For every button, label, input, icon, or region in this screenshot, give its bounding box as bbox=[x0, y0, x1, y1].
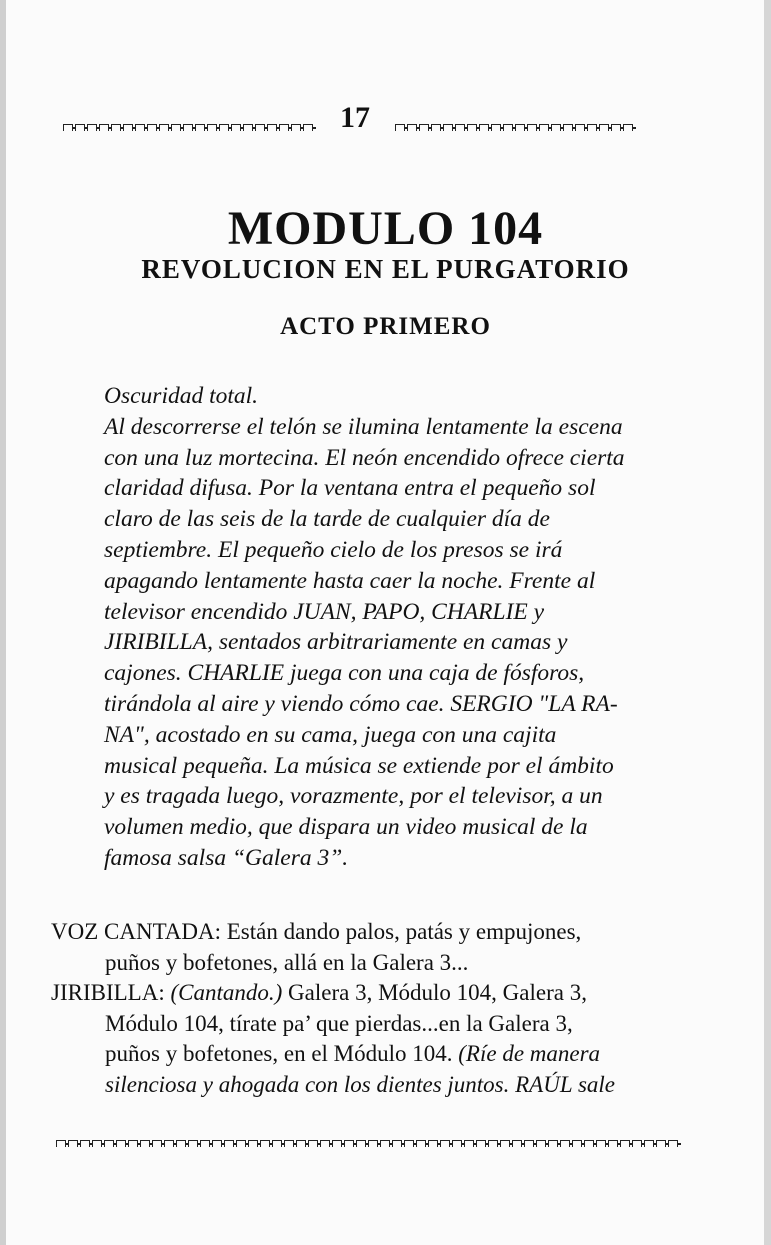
chain-link bbox=[524, 1140, 534, 1147]
dialogue-block bbox=[51, 917, 711, 1100]
chain-link bbox=[284, 1140, 294, 1147]
stage-line: con una luz mortecina. El neón encendido ofrece cierta bbox=[104, 444, 625, 471]
chain-link bbox=[267, 124, 277, 131]
chain-link bbox=[488, 1140, 498, 1147]
chain-link bbox=[527, 124, 537, 131]
chain-link bbox=[584, 1140, 594, 1147]
stage-line: cajones. CHARLIE juega con una caja de fósforos, bbox=[104, 660, 585, 687]
chain-ornament-right bbox=[395, 119, 640, 131]
chain-link bbox=[440, 1140, 450, 1147]
chain-link bbox=[140, 1140, 150, 1147]
chain-link bbox=[656, 1140, 666, 1147]
chain-link bbox=[152, 1140, 162, 1147]
chain-link bbox=[80, 1140, 90, 1147]
chain-link bbox=[332, 1140, 342, 1147]
chain-link bbox=[296, 1140, 306, 1147]
stage-line: JIRIBILLA, sentados arbitrariamente en camas y bbox=[104, 629, 568, 656]
chain-link bbox=[224, 1140, 234, 1147]
stage-line: apagando lentamente hasta caer la noche. Frente al bbox=[104, 567, 596, 594]
stage-aside: (Ríe de manera bbox=[458, 1041, 601, 1066]
chain-link bbox=[207, 124, 217, 131]
chain-link bbox=[668, 1140, 678, 1147]
dialogue-line: Módulo 104, tírate pa’ que pierdas...en la Galera 3, bbox=[105, 1010, 573, 1036]
stage-line: tirándola al aire y viendo cómo cae. SERGIO "LA RA- bbox=[104, 690, 618, 717]
stage-line: famosa salsa “Galera 3”. bbox=[104, 844, 349, 871]
chain-link bbox=[248, 1140, 258, 1147]
stage-line: claridad difusa. Por la ventana entra el pequeño sol bbox=[104, 475, 596, 502]
stage-line: volumen medio, que dispara un video musical de la bbox=[104, 814, 588, 841]
dialogue-line: puños y bofetones, allá en la Galera 3... bbox=[105, 949, 469, 975]
chain-link bbox=[632, 1140, 642, 1147]
chain-link bbox=[539, 124, 549, 131]
chain-link bbox=[560, 1140, 570, 1147]
chain-link bbox=[503, 124, 513, 131]
chain-link bbox=[587, 124, 597, 131]
chain-link bbox=[308, 1140, 318, 1147]
chain-link bbox=[236, 1140, 246, 1147]
chain-link bbox=[255, 124, 265, 131]
chain-link bbox=[404, 1140, 414, 1147]
chain-link bbox=[452, 1140, 462, 1147]
stage-line: Oscuridad total. bbox=[104, 383, 259, 409]
chain-link bbox=[183, 124, 193, 131]
chain-link bbox=[419, 124, 429, 131]
play-subtitle: REVOLUCION EN EL PURGATORIO bbox=[141, 254, 630, 284]
stage-line: NA", acostado en su cama, juega con una cajita bbox=[104, 721, 557, 748]
chain-link bbox=[464, 1140, 474, 1147]
chain-ornament-bottom bbox=[56, 1135, 688, 1147]
chain-link bbox=[536, 1140, 546, 1147]
chain-link bbox=[644, 1140, 654, 1147]
chain-link bbox=[260, 1140, 270, 1147]
chain-link bbox=[563, 124, 573, 131]
chain-link bbox=[443, 124, 453, 131]
chain-link bbox=[611, 124, 621, 131]
chain-link bbox=[56, 1140, 66, 1147]
dialogue-text: puños y bofetones, en el Módulo 104. bbox=[105, 1041, 459, 1066]
chain-link bbox=[407, 124, 417, 131]
chain-link bbox=[575, 124, 585, 131]
chain-link bbox=[572, 1140, 582, 1147]
stage-line: Al descorrerse el telón se ilumina lentamente la escena bbox=[104, 413, 623, 440]
chain-link bbox=[548, 1140, 558, 1147]
chain-link bbox=[303, 124, 313, 131]
chain-link bbox=[243, 124, 253, 131]
dialogue-line bbox=[51, 978, 711, 1009]
chain-link bbox=[164, 1140, 174, 1147]
chain-link bbox=[551, 124, 561, 131]
speaker-name: JIRIBILLA: bbox=[51, 980, 171, 1005]
chain-link bbox=[455, 124, 465, 131]
chain-link bbox=[104, 1140, 114, 1147]
chain-link bbox=[272, 1140, 282, 1147]
chain-link bbox=[623, 124, 633, 131]
chain-link bbox=[515, 124, 525, 131]
chain-link bbox=[500, 1140, 510, 1147]
chain-link bbox=[344, 1140, 354, 1147]
chain-link bbox=[320, 1140, 330, 1147]
chain-link bbox=[491, 124, 501, 131]
dialogue-line bbox=[51, 1039, 711, 1070]
chain-link bbox=[159, 124, 169, 131]
chain-link bbox=[416, 1140, 426, 1147]
dialogue-line: VOZ CANTADA: Están dando palos, patás y empujones, bbox=[51, 919, 582, 944]
chain-link bbox=[392, 1140, 402, 1147]
chain-link bbox=[368, 1140, 378, 1147]
chain-link bbox=[599, 124, 609, 131]
chain-link bbox=[147, 124, 157, 131]
chain-link bbox=[356, 1140, 366, 1147]
stage-aside: (Cantando.) bbox=[170, 980, 283, 1005]
chain-link bbox=[111, 124, 121, 131]
stage-direction bbox=[104, 381, 674, 874]
chain-link bbox=[608, 1140, 618, 1147]
chain-link bbox=[212, 1140, 222, 1147]
chain-link bbox=[116, 1140, 126, 1147]
chain-link bbox=[620, 1140, 630, 1147]
stage-aside: silenciosa y ahogada con los dientes juntos. RAÚL sale bbox=[105, 1071, 616, 1097]
chain-link bbox=[92, 1140, 102, 1147]
chain-link bbox=[279, 124, 289, 131]
page-edge-right bbox=[764, 0, 771, 1245]
play-title: MODULO 104 bbox=[227, 202, 544, 255]
chain-link bbox=[476, 1140, 486, 1147]
page-number: 17 bbox=[340, 101, 370, 134]
chain-link bbox=[87, 124, 97, 131]
chain-link bbox=[188, 1140, 198, 1147]
act-heading: ACTO PRIMERO bbox=[280, 313, 491, 340]
chain-link bbox=[428, 1140, 438, 1147]
chain-link bbox=[596, 1140, 606, 1147]
chain-link bbox=[467, 124, 477, 131]
stage-line: septiembre. El pequeño cielo de los presos se irá bbox=[104, 536, 563, 563]
chain-link bbox=[135, 124, 145, 131]
chain-link bbox=[231, 124, 241, 131]
chain-link bbox=[171, 124, 181, 131]
chain-link bbox=[176, 1140, 186, 1147]
chain-link bbox=[291, 124, 301, 131]
chain-link bbox=[431, 124, 441, 131]
stage-line: musical pequeña. La música se extiende por el ámbito bbox=[104, 752, 614, 779]
chain-link bbox=[99, 124, 109, 131]
chain-link bbox=[195, 124, 205, 131]
chain-link bbox=[219, 124, 229, 131]
chain-link bbox=[479, 124, 489, 131]
dialogue-text: Galera 3, Módulo 104, Galera 3, bbox=[282, 980, 587, 1005]
chain-link bbox=[68, 1140, 78, 1147]
chain-link bbox=[200, 1140, 210, 1147]
chain-link bbox=[128, 1140, 138, 1147]
chain-link bbox=[395, 124, 405, 131]
chain-link bbox=[380, 1140, 390, 1147]
dialogue-line bbox=[51, 1070, 711, 1101]
chain-link bbox=[63, 124, 73, 131]
stage-line: televisor encendido JUAN, PAPO, CHARLIE y bbox=[104, 598, 545, 625]
chain-ornament-left bbox=[63, 119, 318, 131]
stage-line: claro de las seis de la tarde de cualquier día de bbox=[104, 506, 550, 533]
chain-link bbox=[512, 1140, 522, 1147]
chain-link bbox=[75, 124, 85, 131]
chain-link bbox=[123, 124, 133, 131]
stage-line: y es tragada luego, vorazmente, por el televisor, a un bbox=[104, 783, 603, 810]
